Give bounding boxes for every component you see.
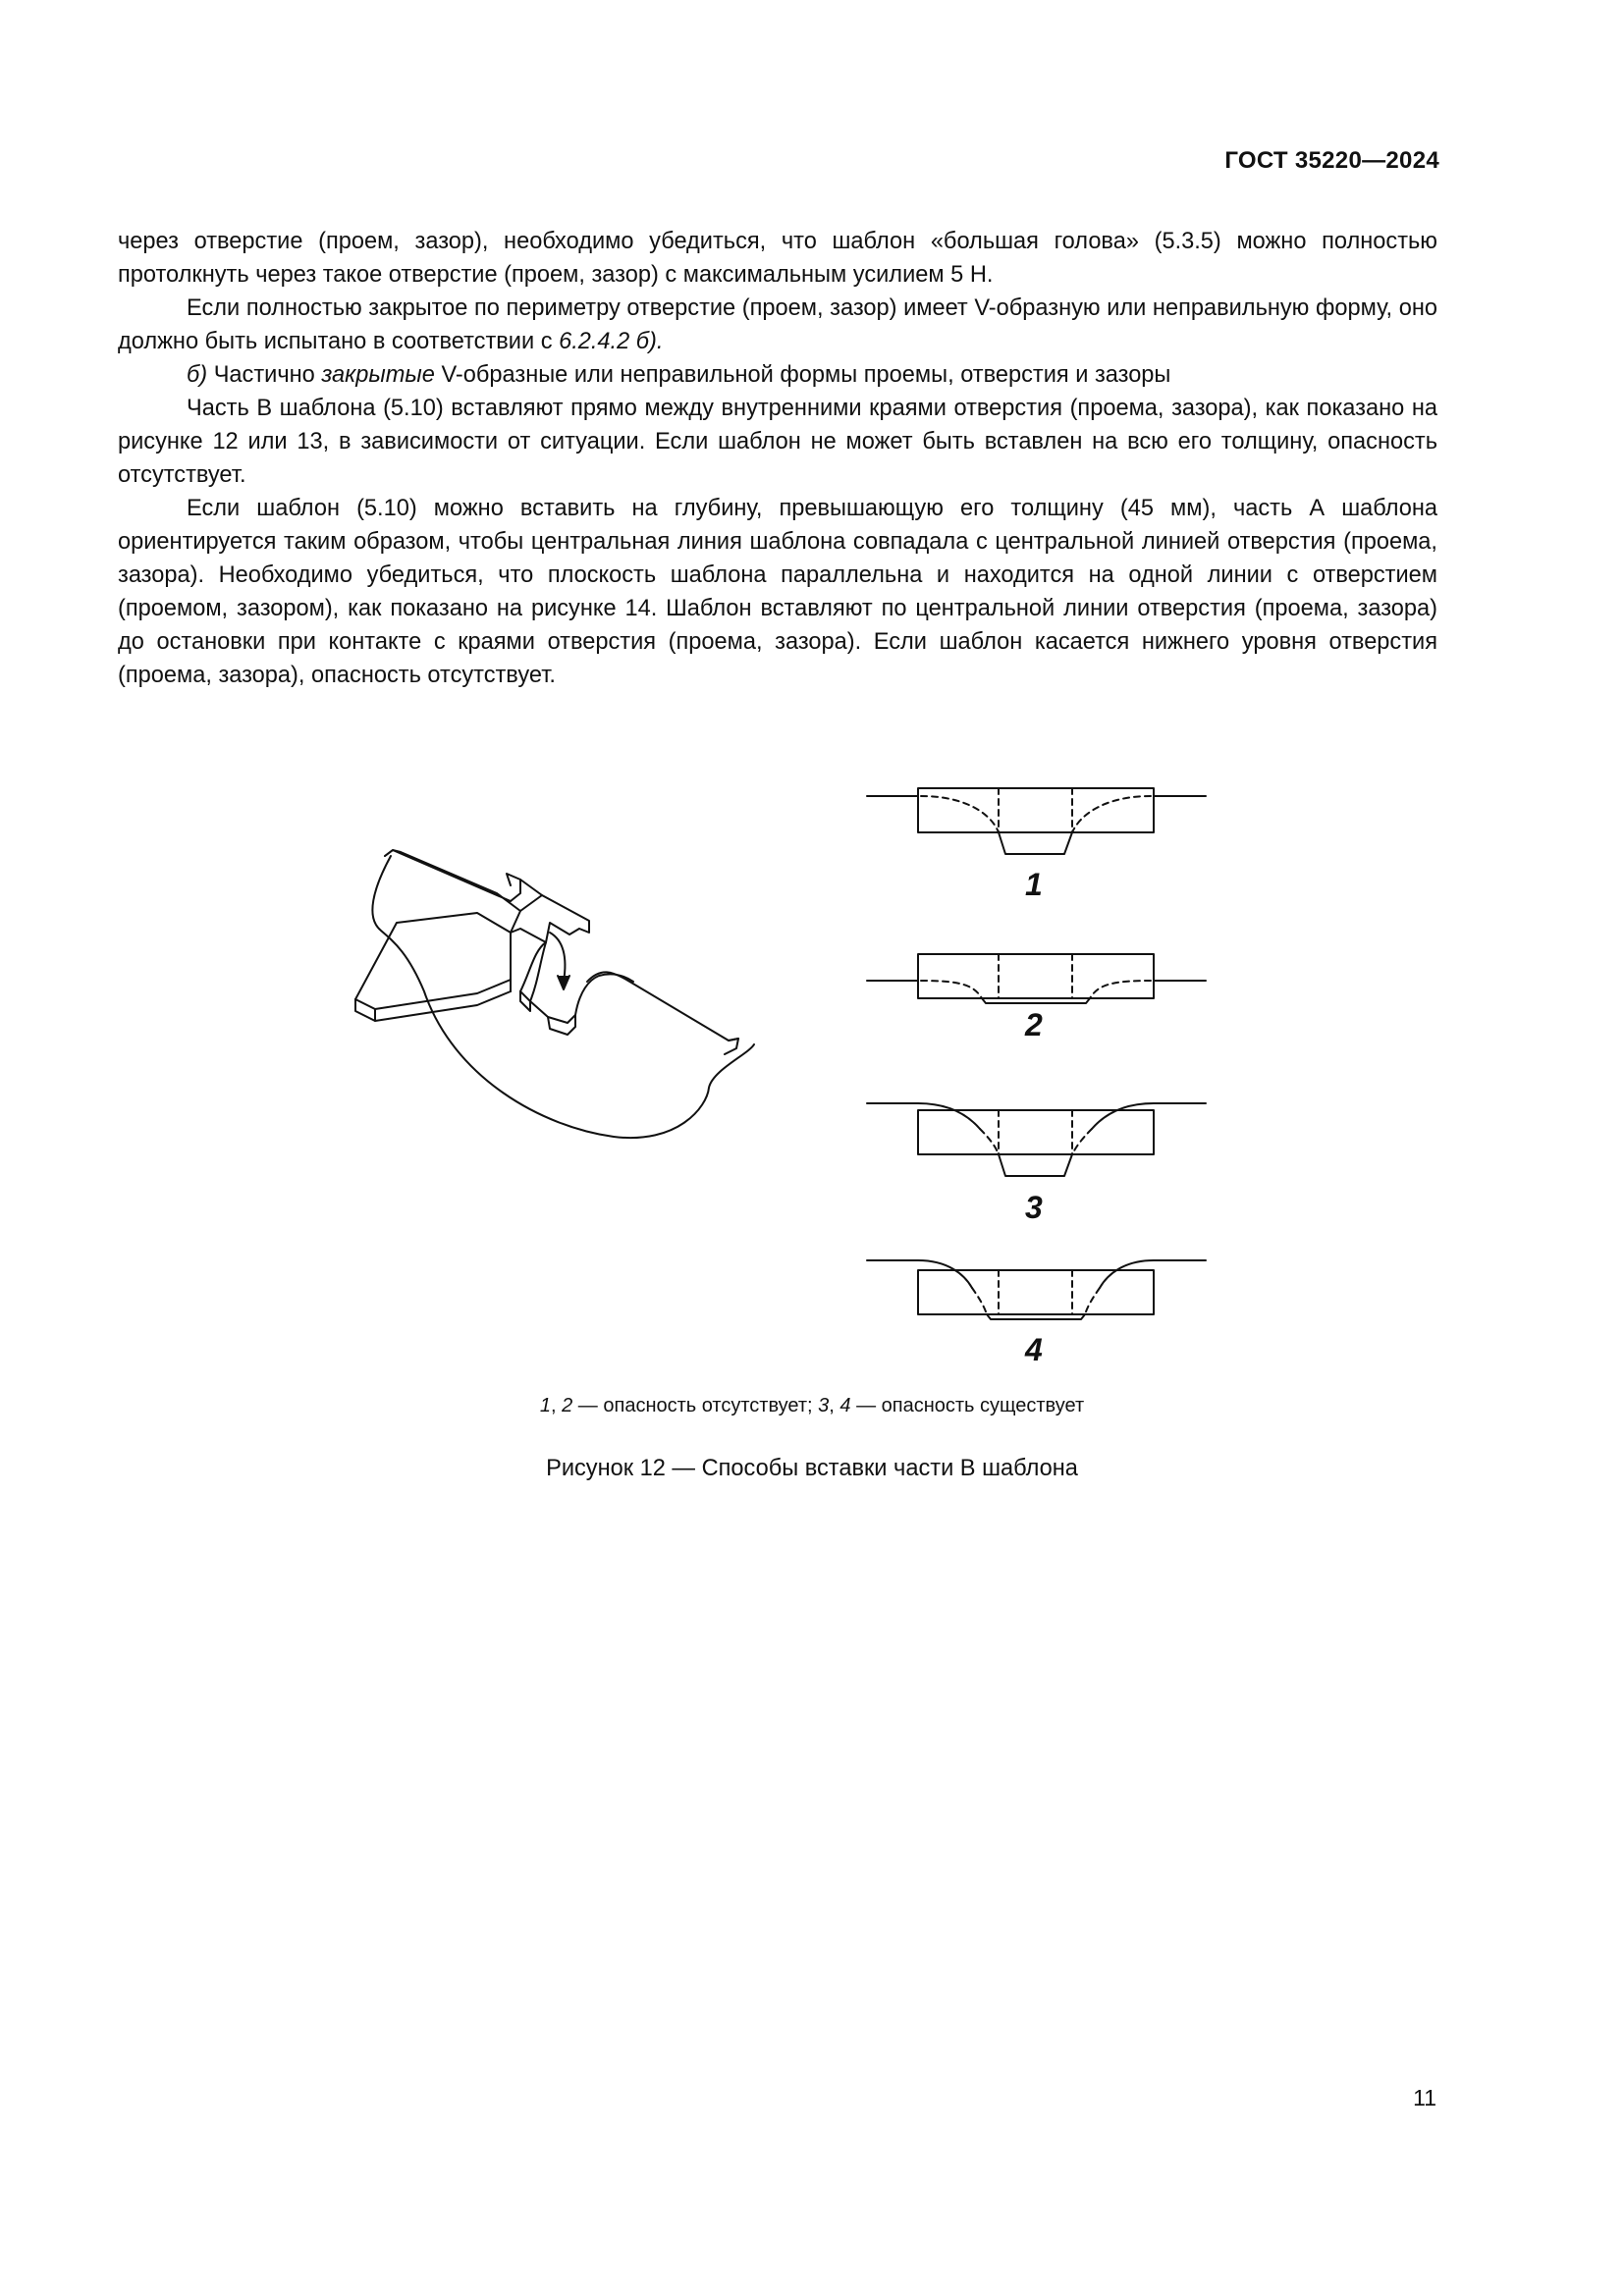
section-2 bbox=[867, 954, 1206, 1003]
paragraph-1: через отверстие (проем, зазор), необходимо убедиться, что шаблон «большая голова» (5.3.5) можно полностью протолкнуть через такое отверстие (проем, зазор) с максимальным усилием 5 Н. bbox=[118, 229, 1437, 288]
key-separator: , bbox=[551, 1395, 563, 1416]
key-text-1: — опасность отсутствует; bbox=[572, 1395, 819, 1416]
section-4 bbox=[867, 1260, 1206, 1319]
page-number: 11 bbox=[1413, 2085, 1436, 2110]
key-number-4: 4 bbox=[839, 1395, 851, 1416]
section-3 bbox=[867, 1103, 1206, 1176]
paragraph-2-ref: 6.2.4.2 б). bbox=[559, 329, 664, 354]
key-number-3: 3 bbox=[818, 1395, 830, 1416]
section-1 bbox=[867, 788, 1206, 854]
key-number-1: 1 bbox=[539, 1395, 551, 1416]
figure-label-3: 3 bbox=[1025, 1190, 1043, 1225]
key-separator: , bbox=[829, 1395, 840, 1416]
figure-label-2: 2 bbox=[1025, 1007, 1043, 1042]
standard-code-header: ГОСТ 35220—2024 bbox=[1224, 147, 1439, 174]
paragraph-3-a: Частично bbox=[207, 362, 322, 388]
figure-caption: Рисунок 12 — Способы вставки части В шаблона bbox=[546, 1456, 1078, 1481]
key-number-2: 2 bbox=[562, 1395, 573, 1416]
key-text-2: — опасность существует bbox=[850, 1395, 1085, 1416]
paragraph-5: Если шаблон (5.10) можно вставить на глубину, превышающую его толщину (45 мм), часть А шаблона ориентируется таким образом, чтобы центральная линия шаблона совпадала с центральной линией отверстия (проема, зазора). Необходимо убедиться, что плоскость шаблона параллельна и находится на одной линии с отверстием (проемом, зазором), как показано на рисунке 14. Шаблон вставляют по центральной линии отверстия (проема, зазора) до остановки при контакте с краями отверстия (проема, зазора). Если шаблон касается нижнего уровня отверстия (проема, зазора), опасность отсутствует. bbox=[118, 496, 1437, 688]
paragraph-3-b: V-образные или неправильной формы проемы, отверстия и зазоры bbox=[434, 362, 1171, 388]
paragraph-2-text: Если полностью закрытое по периметру отверстие (проем, зазор) имеет V-образную или неправильную форму, оно должно быть испытано в соответствии с bbox=[118, 295, 1437, 354]
paragraph-3-prefix: б) bbox=[187, 362, 208, 388]
paragraph-4: Часть В шаблона (5.10) вставляют прямо между внутренними краями отверстия (проема, зазора), как показано на рисунке 12 или 13, в зависимости от ситуации. Если шаблон не может быть вставлен на всю его толщину, опасность отсутствует. bbox=[118, 396, 1437, 488]
figure-label-1: 1 bbox=[1025, 867, 1043, 902]
figure-label-4: 4 bbox=[1025, 1332, 1043, 1367]
paragraph-3-em: закрытые bbox=[321, 362, 435, 388]
figure-key bbox=[0, 1395, 1624, 1417]
isometric-template-drawing bbox=[355, 850, 754, 1138]
